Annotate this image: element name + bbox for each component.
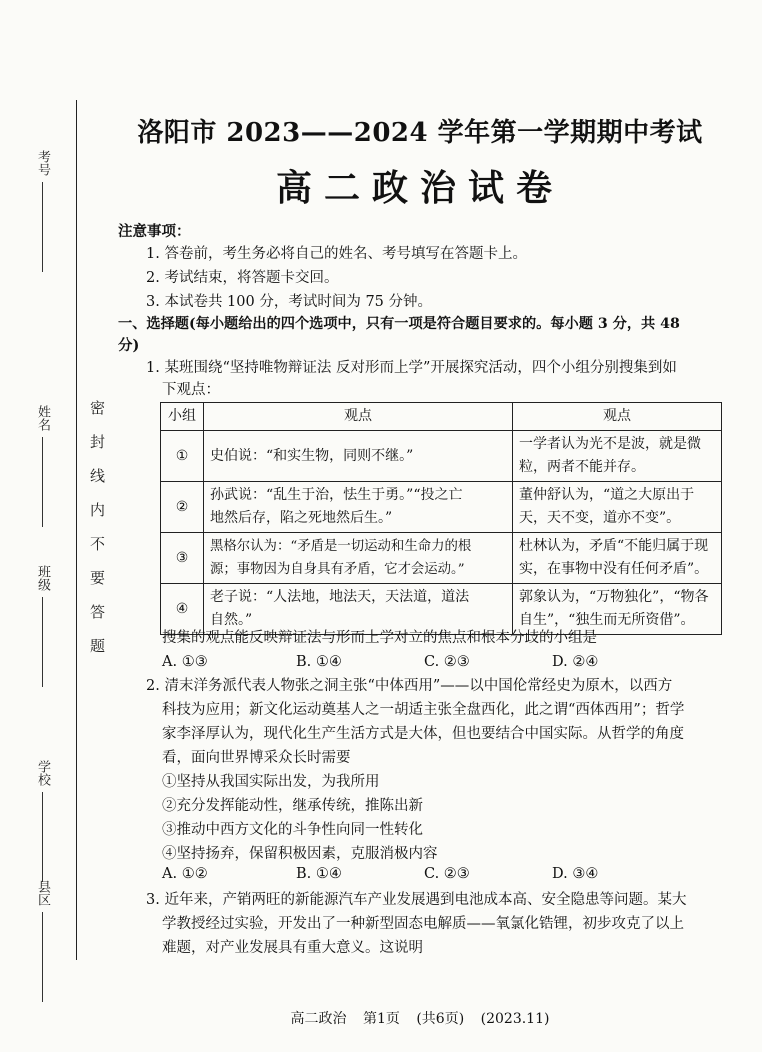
view-b-cell: 一学者认为光不是波，就是微 粒，两者不能并存。 xyxy=(513,431,722,482)
seal-line xyxy=(76,100,77,960)
view-a-cell: 孙武说：“乱生于治，怯生于勇。”“投之亡 地然后存，陷之死地然后生。” xyxy=(204,482,513,533)
notice-item: 1. 答卷前，考生务必将自己的姓名、考号填写在答题卡上。 xyxy=(146,246,527,262)
table-row xyxy=(161,533,722,584)
option-d: D. ③④ xyxy=(552,866,599,882)
table-header: 观点 xyxy=(204,403,513,431)
view-a-cell: 史伯说：“和实生物，同则不继。” xyxy=(204,431,513,482)
exam-subtitle: 高二政治试卷 xyxy=(275,167,564,209)
binding-margin xyxy=(0,0,112,1052)
table-header: 小组 xyxy=(161,403,204,431)
section-heading: 一、选择题(每小题给出的四个选项中，只有一项是符合题目要求的。每小题 3 分，共 48 xyxy=(118,316,680,332)
table-header: 观点 xyxy=(513,403,722,431)
view-a-cell: 老子说：“人法地，地法天，天法道，道法 自然。” xyxy=(204,584,513,635)
q2-stem: 2. 清末洋务派代表人物张之洞主张“中体西用”——以中国伦常经史为原木，以西方 xyxy=(146,678,673,694)
q3-stem-cont: 学教授经过实验，开发出了一种新型固态电解质——氧氯化锆锂，初步攻克了以上 xyxy=(162,916,684,932)
option-b: B. ①④ xyxy=(296,866,342,882)
section-heading-cont: 分) xyxy=(118,337,140,354)
group-cell: ① xyxy=(161,431,204,482)
q2-item: ①坚持从我国实际出发，为我所用 xyxy=(162,774,380,790)
field-school: 学校 xyxy=(28,760,52,882)
footer-subject: 高二政治 xyxy=(290,1011,347,1027)
q2-item: ④坚持扬弃，保留积极因素，克服消极内容 xyxy=(162,846,438,862)
table-row xyxy=(161,431,722,482)
view-b-cell: 董仲舒认为，“道之大原出于 天，天不变，道亦不变”。 xyxy=(513,482,722,533)
table-row xyxy=(161,482,722,533)
q2-stem-cont: 科技为应用；新文化运动奠基人之一胡适主张全盘西化，此之谓“西体西用”；哲学 xyxy=(162,702,685,718)
option-a: A. ①② xyxy=(162,866,208,882)
table-header-row xyxy=(161,403,722,431)
field-class: 班级 xyxy=(28,565,52,687)
seal-notice: 密封线内不要答题 xyxy=(88,400,106,672)
q2-item: ②充分发挥能动性，继承传统，推陈出新 xyxy=(162,798,423,814)
notice-item: 2. 考试结束，将答题卡交回。 xyxy=(146,270,339,286)
q3-stem: 3. 近年来，产销两旺的新能源汽车产业发展遇到电池成本高、安全隐患等问题。某大 xyxy=(146,892,687,908)
page-footer xyxy=(120,1008,720,1028)
group-cell: ③ xyxy=(161,533,204,584)
q2-stem-cont: 看，面向世界博采众长时需要 xyxy=(162,750,351,766)
view-a-cell: 黑格尔认为：“矛盾是一切运动和生命力的根 源；事物因为自身具有矛盾，它才会运动。” xyxy=(204,533,513,584)
field-county: 县区 xyxy=(28,880,52,1002)
q1-stem-cont: 下观点： xyxy=(162,382,220,398)
group-cell: ② xyxy=(161,482,204,533)
notice-heading: 注意事项： xyxy=(118,223,191,240)
field-exam-number: 考号 xyxy=(28,150,52,272)
field-name: 姓名 xyxy=(28,405,52,527)
footer-date: (2023.11) xyxy=(480,1011,550,1027)
notice-item: 3. 本试卷共 100 分，考试时间为 75 分钟。 xyxy=(146,294,433,310)
option-d: D. ②④ xyxy=(552,654,599,670)
option-c: C. ②③ xyxy=(424,654,470,670)
group-cell: ④ xyxy=(161,584,204,635)
footer-page: 第1页 xyxy=(362,1011,400,1027)
footer-total: (共6页) xyxy=(416,1011,465,1027)
q2-item: ③推动中西方文化的斗争性向同一性转化 xyxy=(162,822,423,838)
option-a: A. ①③ xyxy=(162,654,208,670)
q1-table xyxy=(160,402,722,635)
q1-question: 搜集的观点能反映辩证法与形而上学对立的焦点和根本分歧的小组是 xyxy=(162,630,597,646)
q2-stem-cont: 家李泽厚认为，现代化生产生活方式是大体，但也要结合中国实际。从哲学的角度 xyxy=(162,726,684,742)
option-c: C. ②③ xyxy=(424,866,470,882)
view-b-cell: 杜林认为，矛盾“不能归属于现 实，在事物中没有任何矛盾”。 xyxy=(513,533,722,584)
view-b-cell: 郭象认为，“万物独化”，“物各 自生”，“独生而无所资借”。 xyxy=(513,584,722,635)
q3-stem-cont: 难题，对产业发展具有重大意义。这说明 xyxy=(162,940,423,956)
option-b: B. ①④ xyxy=(296,654,342,670)
q1-stem: 1. 某班围绕“坚持唯物辩证法 反对形而上学”开展探究活动，四个小组分别搜集到如 xyxy=(146,360,677,376)
exam-title: 洛阳市 2023——2024 学年第一学期期中考试 xyxy=(137,118,703,148)
